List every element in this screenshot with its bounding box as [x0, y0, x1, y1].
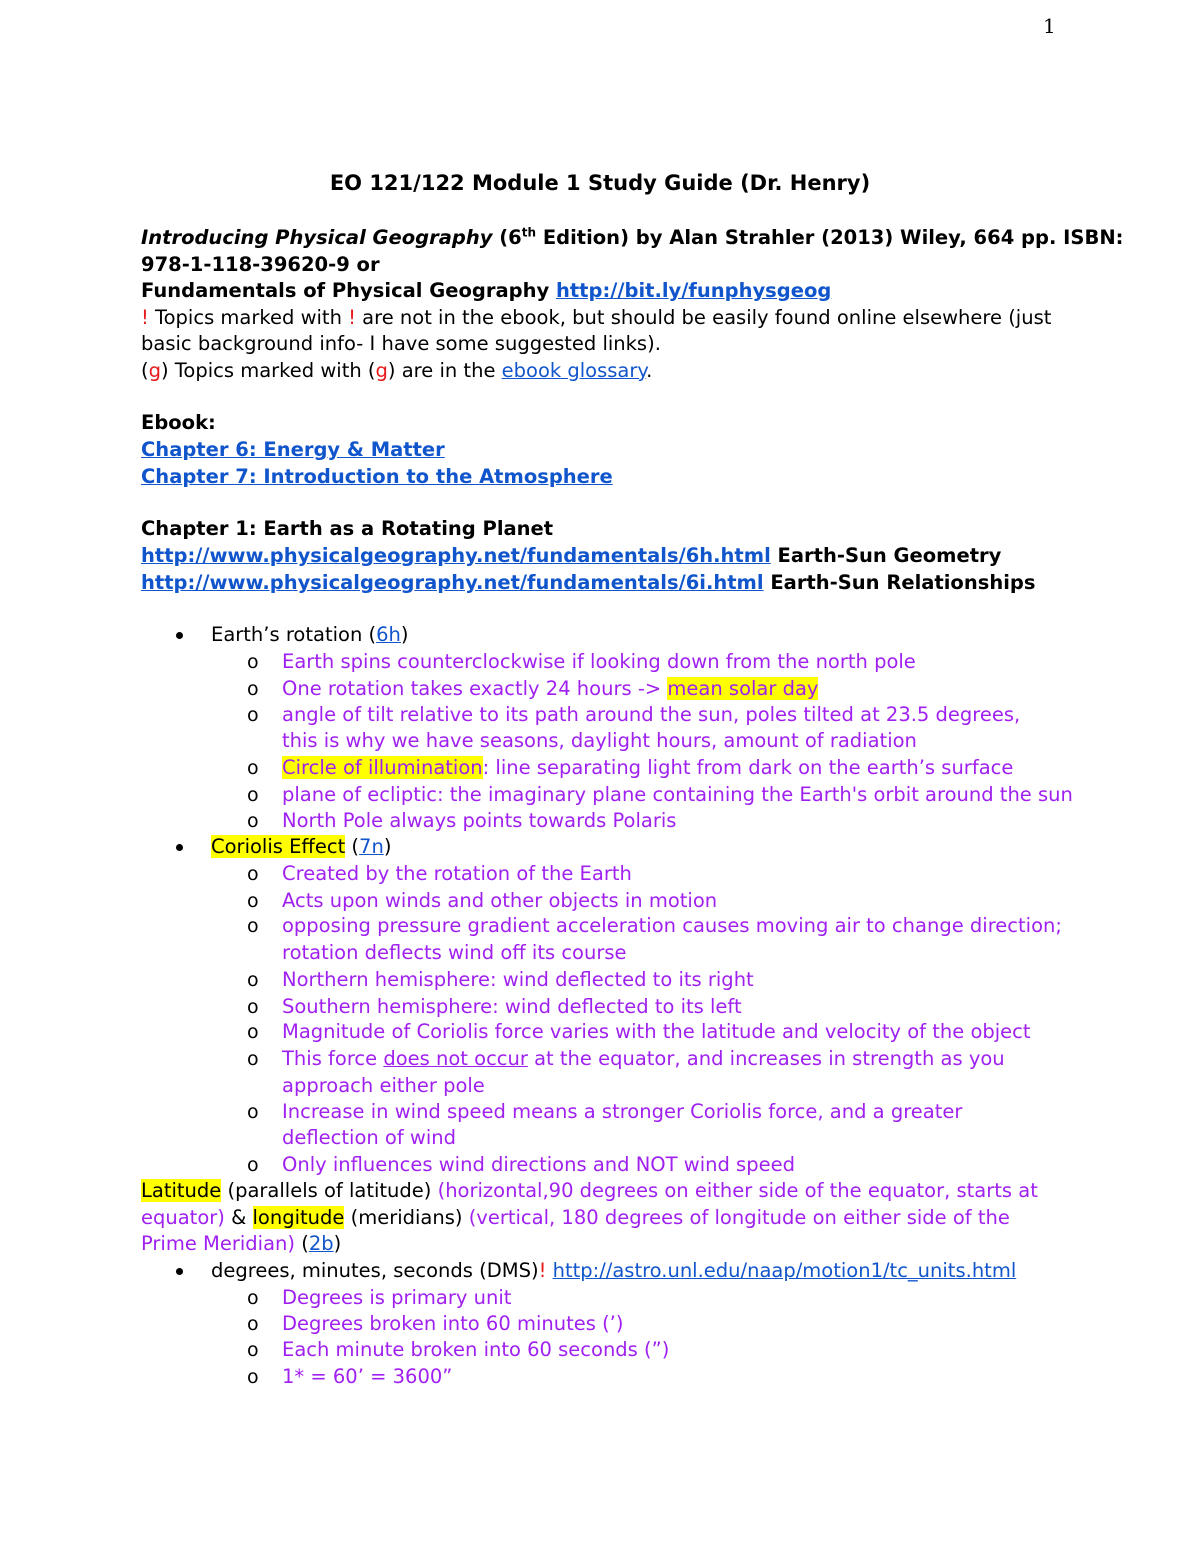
chapter-6-link[interactable]: Chapter 6: Energy & Matter: [141, 438, 445, 461]
astro-unl-link[interactable]: http://astro.unl.edu/naap/motion1/tc_units.html: [552, 1259, 1017, 1282]
rotation-item: plane of ecliptic: the imaginary plane containing the Earth's orbit around the sun: [282, 783, 1073, 806]
sub-marker: o: [247, 810, 259, 832]
g-open: (: [141, 359, 149, 382]
rotation-item: angle of tilt relative to its path around the sun, poles tilted at 23.5 degrees,: [282, 703, 1021, 726]
earth-sun-geometry-link[interactable]: http://www.physicalgeography.net/fundamentals/6h.html: [141, 544, 771, 567]
latitude-line: [141, 1178, 1038, 1204]
coriolis-close: ): [383, 835, 392, 858]
sub-marker: o: [247, 915, 259, 937]
coriolis-item: Created by the rotation of the Earth: [282, 862, 632, 885]
excl-marker: !: [141, 306, 149, 329]
coriolis-item: [282, 1046, 1005, 1072]
bullet-dot: [176, 1268, 183, 1275]
rotation-item: [282, 755, 1013, 781]
coriolis-open: (: [345, 835, 360, 858]
sub-marker: o: [247, 863, 259, 885]
g-after-text: ) are in the: [387, 359, 502, 382]
g-marker: g: [148, 359, 161, 382]
excl-marker: !: [538, 1259, 547, 1282]
latitude-paren: (parallels of latitude): [221, 1179, 438, 1202]
rotation-item-text: : line separating light from dark on the earth’s surface: [482, 756, 1014, 779]
sub-marker: o: [247, 1154, 259, 1176]
coriolis-item: Southern hemisphere: wind deflected to its left: [282, 995, 742, 1018]
bullet-dot: [176, 844, 183, 851]
longitude-paren: (meridians): [344, 1206, 469, 1229]
isbn-line: 978-1-118-39620-9 or: [141, 253, 380, 276]
sub-marker: o: [247, 1313, 259, 1335]
ref-7n-link[interactable]: 7n: [359, 835, 384, 858]
rotation-item-text: One rotation takes exactly 24 hours ->: [282, 677, 668, 700]
longitude-desc-end: Prime Meridian): [141, 1232, 296, 1255]
mean-solar-day-highlight: mean solar day: [667, 677, 819, 700]
excl-note-line: [141, 305, 1051, 331]
rotation-bullet: [211, 622, 409, 648]
g-end: .: [646, 359, 653, 382]
sub-marker: o: [247, 651, 259, 673]
dms-item: Degrees broken into 60 minutes (’): [282, 1312, 624, 1335]
longitude-desc: (vertical, 180 degrees of longitude on either side of the: [468, 1206, 1010, 1229]
glossary-note-line: [141, 358, 652, 384]
ampersand: &: [224, 1206, 253, 1229]
sub-marker: o: [247, 1021, 259, 1043]
latitude-desc: (horizontal,90 degrees on either side of the equator, starts at: [437, 1179, 1038, 1202]
page-number: 1: [1043, 14, 1056, 38]
chapter-7-link[interactable]: Chapter 7: Introduction to the Atmosphere: [141, 465, 613, 488]
coriolis-item: Acts upon winds and other objects in motion: [282, 889, 718, 912]
dms-item: 1* = 60’ = 3600”: [282, 1365, 453, 1388]
earth-sun-geometry-label: Earth-Sun Geometry: [770, 544, 1002, 567]
coriolis-item: opposing pressure gradient acceleration causes moving air to change direction;: [282, 914, 1062, 937]
does-not-occur-underline: does not occur: [383, 1047, 528, 1070]
sub-marker: o: [247, 969, 259, 991]
sub-marker: o: [247, 757, 259, 779]
coriolis-item-cont: approach either pole: [282, 1074, 485, 1097]
funphysgeog-link[interactable]: http://bit.ly/funphysgeog: [555, 279, 832, 302]
rotation-item-cont: this is why we have seasons, daylight hours, amount of radiation: [282, 729, 917, 752]
sub-marker: o: [247, 1339, 259, 1361]
sub-marker: o: [247, 890, 259, 912]
ebook-ch7-row: [141, 464, 613, 490]
g-mid-text: ) Topics marked with (: [161, 359, 376, 382]
ebook-heading: Ebook:: [141, 411, 216, 434]
dms-label: degrees, minutes, seconds (DMS): [211, 1259, 539, 1282]
coriolis-item-text: This force: [282, 1047, 384, 1070]
chapter1-heading: Chapter 1: Earth as a Rotating Planet: [141, 517, 554, 540]
coriolis-item: Only influences wind directions and NOT wind speed: [282, 1153, 795, 1176]
chapter1-link2-row: [141, 570, 1035, 596]
prime-meridian-line: [141, 1231, 341, 1257]
ref-open: (: [295, 1232, 309, 1255]
coriolis-highlight: Coriolis Effect: [211, 835, 346, 858]
ref-2b-link[interactable]: 2b: [308, 1232, 334, 1255]
dms-item: Degrees is primary unit: [282, 1286, 512, 1309]
textbook-edition-open: (6: [492, 226, 522, 249]
coriolis-item-text: at the equator, and increases in strength as you: [527, 1047, 1005, 1070]
excl-note-line-2: basic background info- I have some suggested links).: [141, 332, 661, 355]
alt-textbook-line: [141, 278, 831, 304]
edition-superscript: th: [521, 225, 537, 240]
excl-note-rest: are not in the ebook, but should be easily found online elsewhere (just: [355, 306, 1052, 329]
textbook-details: Edition) by Alan Strahler (2013) Wiley, 664 pp. ISBN:: [536, 226, 1124, 249]
sub-marker: o: [247, 1101, 259, 1123]
alt-textbook-title: Fundamentals of Physical Geography: [141, 279, 556, 302]
textbook-title: Introducing Physical Geography: [141, 226, 493, 249]
earth-sun-relationships-label: Earth-Sun Relationships: [763, 571, 1036, 594]
ebook-glossary-link[interactable]: ebook glossary: [501, 359, 647, 382]
coriolis-item: Increase in wind speed means a stronger Coriolis force, and a greater: [282, 1100, 963, 1123]
earth-sun-relationships-link[interactable]: http://www.physicalgeography.net/fundamentals/6i.html: [141, 571, 764, 594]
ref-close: ): [333, 1232, 342, 1255]
circle-of-illumination-highlight: Circle of illumination: [282, 756, 483, 779]
coriolis-bullet: [211, 834, 391, 860]
rotation-item: [282, 676, 818, 702]
sub-marker: o: [247, 996, 259, 1018]
rotation-item: Earth spins counterclockwise if looking down from the north pole: [282, 650, 916, 673]
dms-bullet: [211, 1258, 1016, 1284]
rotation-close: ): [400, 623, 409, 646]
ebook-ch6-row: [141, 437, 445, 463]
dms-item: Each minute broken into 60 seconds (”): [282, 1338, 670, 1361]
latitude-highlight: Latitude: [141, 1179, 222, 1202]
sub-marker: o: [247, 1366, 259, 1388]
chapter1-link1-row: [141, 543, 1001, 569]
latitude-desc-end: equator): [141, 1206, 225, 1229]
g-marker-2: g: [375, 359, 388, 382]
sub-marker: o: [247, 1287, 259, 1309]
rotation-label: Earth’s rotation (: [211, 623, 377, 646]
sub-marker: o: [247, 1048, 259, 1070]
coriolis-item: Northern hemisphere: wind deflected to its right: [282, 968, 754, 991]
ref-6h-link[interactable]: 6h: [376, 623, 401, 646]
sub-marker: o: [247, 704, 259, 726]
longitude-highlight: longitude: [252, 1206, 345, 1229]
coriolis-item-cont: deflection of wind: [282, 1126, 457, 1149]
coriolis-item: Magnitude of Coriolis force varies with the latitude and velocity of the object: [282, 1020, 1031, 1043]
textbook-line: [141, 225, 1123, 251]
page-title: EO 121/122 Module 1 Study Guide (Dr. Henry): [329, 171, 871, 195]
sub-marker: o: [247, 784, 259, 806]
excl-note-text: Topics marked with: [148, 306, 349, 329]
coriolis-item-cont: rotation deflects wind off its course: [282, 941, 627, 964]
sub-marker: o: [247, 678, 259, 700]
bullet-dot: [176, 632, 183, 639]
longitude-line: [141, 1205, 1010, 1231]
rotation-item: North Pole always points towards Polaris: [282, 809, 677, 832]
excl-marker-2: !: [348, 306, 356, 329]
